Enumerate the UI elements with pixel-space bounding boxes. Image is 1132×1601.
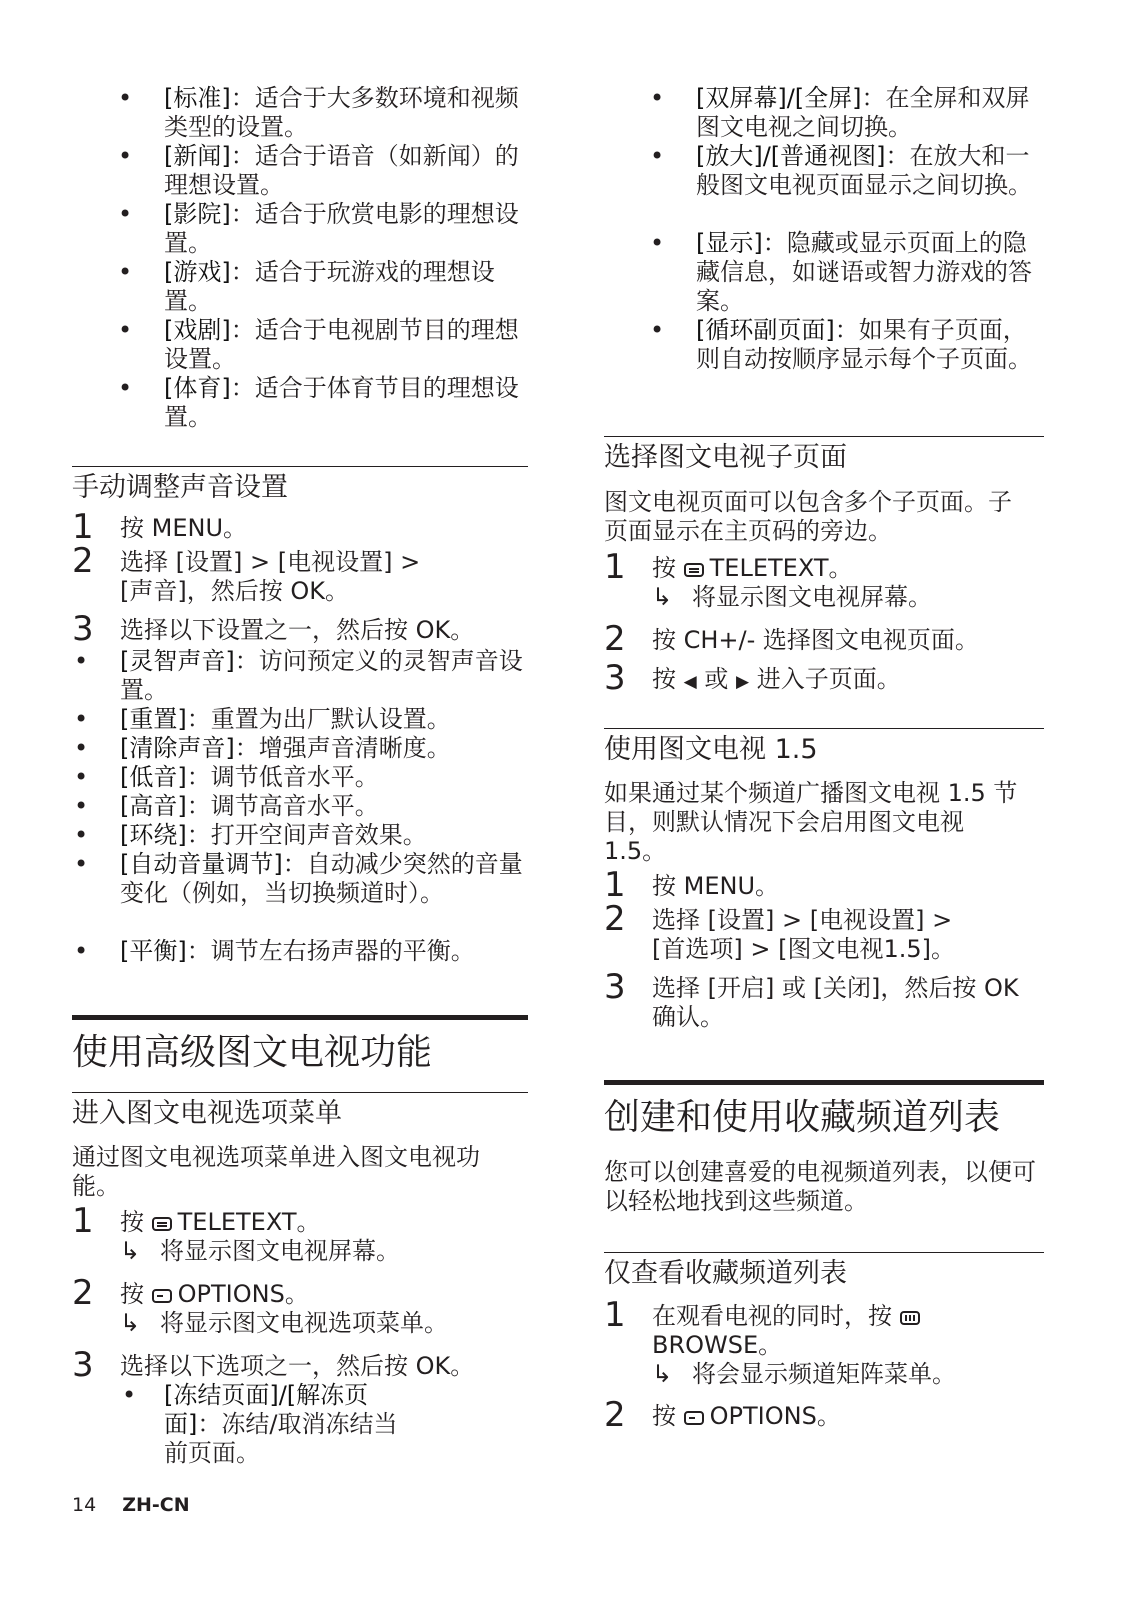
step-result: ↳ 将显示图文电视屏幕。	[652, 583, 932, 611]
step-1: 1 在观看电视的同时，按 BROWSE。 ↳ 将会显示频道矩阵菜单。	[604, 1302, 1044, 1402]
section-title-teletext15: 使用图文电视 1.5	[604, 728, 1044, 767]
list-item: • [影院]：适合于欣赏电影的理想设置。	[118, 200, 519, 257]
step-3: 3 选择 [开启] 或 [关闭]，然后按 OK 确认。	[604, 967, 1019, 1031]
list-item: • [低音]：调节低音水平。	[74, 763, 379, 791]
section-title-favorites: 创建和使用收藏频道列表	[604, 1080, 1044, 1141]
step-3: 3 选择以下选项之一，然后按 OK。	[72, 1345, 475, 1385]
manual-sound-steps	[72, 507, 528, 649]
page-number: 14	[72, 1494, 97, 1516]
teletext-icon	[684, 563, 704, 577]
step-1: 1 按 TELETEXT。 ↳ 将显示图文电视屏幕。	[604, 554, 1044, 626]
list-item: • [平衡]：调节左右扬声器的平衡。	[74, 937, 475, 965]
page-footer	[72, 1494, 190, 1516]
step-2: 2 按 CH+/- 选择图文电视页面。	[604, 619, 979, 659]
step-result: ↳ 将显示图文电视选项菜单。	[120, 1309, 448, 1337]
section-title-manual-sound: 手动调整声音设置	[72, 466, 528, 505]
teletext-menu-intro: 通过图文电视选项菜单进入图文电视功能。	[72, 1143, 480, 1200]
list-item: • [体育]：适合于体育节目的理想设置。	[118, 374, 519, 431]
list-item: • [双屏幕]/[全屏]：在全屏和双屏图文电视之间切换。	[650, 84, 1030, 141]
browse-icon	[900, 1311, 920, 1325]
sub-options	[72, 1381, 528, 1468]
result-arrow-icon: ↳	[652, 1360, 673, 1388]
list-item: • [标准]：适合于大多数环境和视频类型的设置。	[118, 84, 519, 141]
teletext15-intro: 如果通过某个频道广播图文电视 1.5 节目，则默认情况下会启用图文电视 1.5。	[604, 779, 1018, 865]
left-arrow-icon: ◀	[683, 672, 697, 692]
step-3: 3 选择以下设置之一，然后按 OK。	[72, 609, 475, 649]
step-result: ↳ 将显示图文电视屏幕。	[120, 1237, 400, 1265]
view-favorites-steps	[604, 1295, 1044, 1435]
section-title-advanced-teletext: 使用高级图文电视功能	[72, 1015, 528, 1076]
step-1: 1 按 MENU。	[604, 865, 780, 905]
list-item: • [环绕]：打开空间声音效果。	[74, 821, 427, 849]
right-arrow-icon: ▶	[736, 672, 750, 692]
result-arrow-icon: ↳	[652, 583, 673, 611]
result-arrow-icon: ↳	[120, 1309, 141, 1337]
favorites-intro: 您可以创建喜爱的电视频道列表，以便可以轻松地找到这些频道。	[604, 1158, 1036, 1215]
step-2: 2 按 OPTIONS。	[604, 1395, 841, 1435]
step-3: 3 按 ◀ 或 ▶ 进入子页面。	[604, 658, 901, 698]
list-item: • [放大]/[普通视图]：在放大和一般图文电视页面显示之间切换。	[650, 142, 1032, 199]
subpage-steps	[604, 547, 1044, 698]
list-item: • [戏剧]：适合于电视剧节目的理想设置。	[118, 316, 519, 373]
list-item: • [自动音量调节]：自动减少突然的音量变化（例如，当切换频道时）。	[74, 850, 523, 907]
section-title-view-favorites: 仅查看收藏频道列表	[604, 1252, 1044, 1291]
teletext-icon	[152, 1217, 172, 1231]
section-title-subpage: 选择图文电视子页面	[604, 436, 1044, 475]
list-item: • [显示]：隐藏或显示页面上的隐藏信息，如谜语或智力游戏的答案。	[650, 229, 1032, 315]
list-item: • [游戏]：适合于玩游戏的理想设置。	[118, 258, 495, 315]
options-icon	[152, 1289, 172, 1303]
list-item: • [重置]：重置为出厂默认设置。	[74, 705, 451, 733]
language-code: ZH-CN	[122, 1494, 190, 1516]
section-title-teletext-menu: 进入图文电视选项菜单	[72, 1092, 528, 1131]
list-item: • [灵智声音]：访问预定义的灵智声音设置。	[74, 647, 523, 704]
subpage-intro: 图文电视页面可以包含多个子页面。子页面显示在主页码的旁边。	[604, 488, 1012, 545]
step-2: 2 选择 [设置] > [电视设置] > [首选项] > [图文电视1.5]。	[604, 899, 955, 963]
step-result: ↳ 将会显示频道矩阵菜单。	[652, 1360, 956, 1388]
options-icon	[684, 1411, 704, 1425]
step-1: 1 按 MENU。	[72, 507, 248, 547]
sound-preset-list	[72, 84, 528, 432]
teletext15-steps	[604, 865, 1044, 1032]
step-2: 2 选择 [设置] > [电视设置] > [声音]，然后按 OK。	[72, 541, 421, 605]
list-item: • [高音]：调节高音水平。	[74, 792, 379, 820]
list-item: • [冻结页面]/[解冻页面]：冻结/取消冻结当前页面。	[122, 1381, 398, 1467]
manual-sound-options	[72, 647, 528, 966]
teletext-menu-steps	[72, 1201, 528, 1468]
result-arrow-icon: ↳	[120, 1237, 141, 1265]
list-item: • [循环副页面]：如果有子页面，则自动按顺序显示每个子页面。	[650, 316, 1032, 373]
step-2: 2 按 OPTIONS。 ↳ 将显示图文电视选项菜单。	[72, 1280, 528, 1352]
list-item: • [新闻]：适合于语音（如新闻）的理想设置。	[118, 142, 519, 199]
step-1: 1 按 TELETEXT。 ↳ 将显示图文电视屏幕。	[72, 1208, 528, 1280]
teletext-option-list	[604, 84, 1044, 403]
list-item: • [清除声音]：增强声音清晰度。	[74, 734, 451, 762]
